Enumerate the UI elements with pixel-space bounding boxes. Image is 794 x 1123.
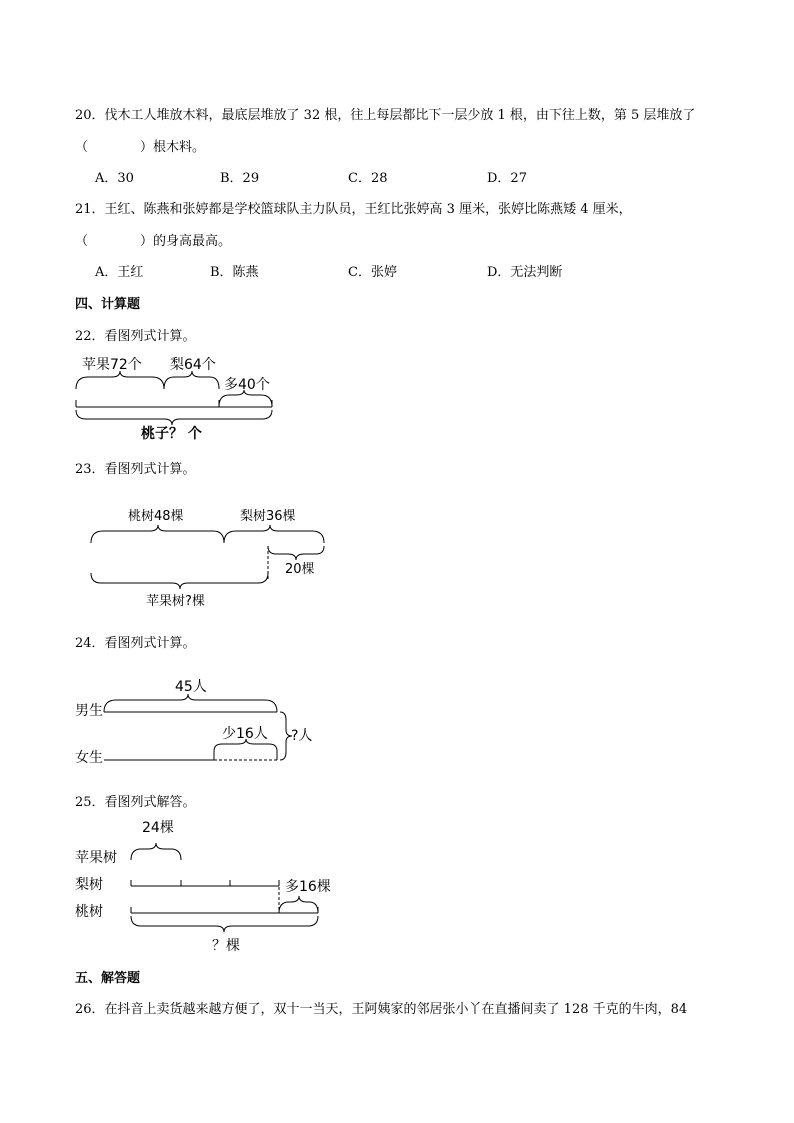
q24-boys-label: 男生 xyxy=(75,703,103,719)
q23-peach-label: 桃树48棵 xyxy=(128,509,184,524)
q26-text: 26．在抖音上卖货越来越方便了，双十一当天，王阿姨家的邻居张小丫在直播间卖了 128 千克的牛肉，84 xyxy=(75,1002,688,1017)
q21-option-c[interactable]: C．张婷 xyxy=(348,265,397,280)
q24-text: 24．看图列式计算。 xyxy=(75,636,196,651)
q24-girls-label: 女生 xyxy=(75,750,103,766)
q21-option-d[interactable]: D．无法判断 xyxy=(487,265,563,280)
q22-more-label: 多40个 xyxy=(224,377,270,393)
q20-option-a[interactable]: A．30 xyxy=(95,171,134,186)
q23-pear-label: 梨树36棵 xyxy=(240,509,296,524)
q20-line2: （ ）根木料。 xyxy=(75,140,206,155)
q20-line1: 20．伐木工人堆放木料，最底层堆放了 32 根，往上每层都比下一层少放 1 根，由下往上数，第 5 层堆放了 xyxy=(75,108,696,123)
q20-option-b[interactable]: B．29 xyxy=(220,171,260,186)
q25-apple-label: 苹果树 xyxy=(75,850,117,866)
q21-line1: 21．王红、陈燕和张婷都是学校篮球队主力队员，王红比张婷高 3 厘米，张婷比陈燕矮 4 厘米， xyxy=(75,202,632,217)
section-heading-answer: 五、解答题 xyxy=(75,971,141,986)
q23-text: 23．看图列式计算。 xyxy=(75,462,196,477)
q23-apple-label: 苹果树?棵 xyxy=(146,594,205,609)
q24-total-label: ?人 xyxy=(291,728,313,744)
q20-option-d[interactable]: D．27 xyxy=(487,171,527,186)
q22-apples-label: 苹果72个 xyxy=(82,357,142,373)
q24-boys-count: 45人 xyxy=(175,679,207,695)
q20-option-c[interactable]: C．28 xyxy=(348,171,388,186)
q25-peach-label: 桃树 xyxy=(75,904,103,920)
q22-text: 22．看图列式计算。 xyxy=(75,329,196,344)
q25-apple-count: 24棵 xyxy=(142,820,174,836)
q22-pears-label: 梨64个 xyxy=(170,357,216,373)
q21-line2: （ ）的身高最高。 xyxy=(75,234,232,249)
q23-diff-label: 20棵 xyxy=(285,562,315,577)
q25-total-label: ？棵 xyxy=(212,938,240,954)
section-heading-calc: 四、计算题 xyxy=(75,297,141,312)
q22-peaches-label: 桃子？ 个 xyxy=(141,426,202,442)
q25-more-label: 多16棵 xyxy=(285,879,331,895)
q25-pear-label: 梨树 xyxy=(75,877,103,893)
q24-less-label: 少16人 xyxy=(222,726,268,742)
q21-option-a[interactable]: A．王红 xyxy=(95,265,144,280)
q21-option-b[interactable]: B．陈燕 xyxy=(210,265,259,280)
q25-text: 25．看图列式解答。 xyxy=(75,795,196,810)
